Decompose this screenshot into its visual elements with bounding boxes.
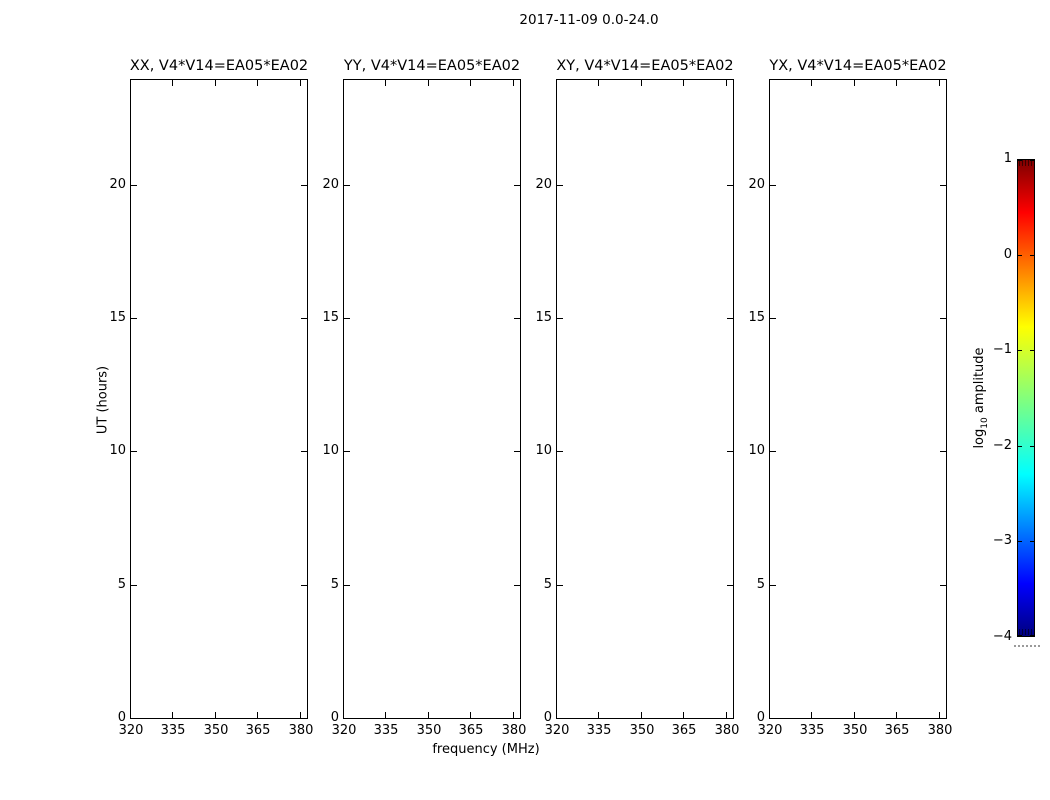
x-tick-label: 380 <box>927 723 953 738</box>
x-tick-label: 350 <box>629 723 655 738</box>
x-tick-mark-bottom <box>811 712 812 718</box>
y-tick-mark-right <box>940 718 946 719</box>
y-tick-mark-left <box>344 718 350 719</box>
y-tick-mark-right <box>940 585 946 586</box>
x-tick-mark-bottom <box>598 712 599 718</box>
y-tick-mark-left <box>557 451 563 452</box>
x-tick-mark-top <box>257 80 258 86</box>
y-tick-label: 5 <box>330 577 339 592</box>
colorbar-tick-mark-right <box>1030 255 1034 256</box>
colorbar-tick-mark-right <box>1030 446 1034 447</box>
y-tick-label: 0 <box>117 710 126 725</box>
x-tick-mark-bottom <box>172 712 173 718</box>
colorbar-label <box>972 347 990 448</box>
x-tick-mark-top <box>130 80 131 86</box>
y-tick-mark-left <box>770 451 776 452</box>
x-tick-mark-bottom <box>428 712 429 718</box>
y-tick-label: 0 <box>756 710 765 725</box>
y-tick-mark-right <box>940 318 946 319</box>
colorbar-label-subscript: 10 <box>979 417 990 429</box>
x-tick-label: 335 <box>586 723 612 738</box>
x-tick-label: 365 <box>245 723 271 738</box>
x-tick-mark-top <box>811 80 812 86</box>
panel-title-xx: XX, V4*V14=EA05*EA02 <box>129 58 309 74</box>
colorbar-tick-mark-left <box>1018 160 1022 161</box>
y-tick-label: 10 <box>322 443 339 458</box>
x-tick-mark-top <box>172 80 173 86</box>
panel-xy <box>556 79 734 719</box>
y-tick-label: 20 <box>535 177 552 192</box>
colorbar-label-post: amplitude <box>972 347 988 418</box>
x-tick-label: 380 <box>714 723 740 738</box>
y-tick-mark-right <box>940 185 946 186</box>
x-tick-label: 350 <box>842 723 868 738</box>
colorbar-tick-mark-right <box>1030 350 1034 351</box>
y-tick-mark-left <box>770 585 776 586</box>
colorbar-tick-mark-left <box>1018 350 1022 351</box>
colorbar-gradient <box>1017 159 1035 637</box>
x-tick-label: 380 <box>501 723 527 738</box>
y-tick-mark-left <box>131 318 137 319</box>
y-tick-label: 5 <box>117 577 126 592</box>
x-tick-mark-top <box>215 80 216 86</box>
y-tick-label: 15 <box>535 310 552 325</box>
colorbar-tick-label: 0 <box>1003 247 1012 262</box>
colorbar-tick-label: −4 <box>992 629 1012 644</box>
y-tick-mark-left <box>770 718 776 719</box>
panel-yx <box>769 79 947 719</box>
x-tick-mark-top <box>513 80 514 86</box>
colorbar-tick-mark-right <box>1030 160 1034 161</box>
panel-title-yy: YY, V4*V14=EA05*EA02 <box>343 58 521 74</box>
colorbar-tick-mark-left <box>1018 255 1022 256</box>
x-tick-mark-bottom <box>385 712 386 718</box>
x-axis-label: frequency (MHz) <box>432 742 540 757</box>
x-tick-mark-top <box>854 80 855 86</box>
y-tick-mark-left <box>131 451 137 452</box>
x-tick-mark-top <box>428 80 429 86</box>
figure-title: 2017-11-09 0.0-24.0 <box>519 12 659 28</box>
x-tick-mark-top <box>896 80 897 86</box>
colorbar-tick-mark-right <box>1030 541 1034 542</box>
y-tick-label: 20 <box>109 177 126 192</box>
x-tick-mark-bottom <box>896 712 897 718</box>
y-tick-label: 20 <box>322 177 339 192</box>
colorbar-label-pre: log <box>972 428 988 449</box>
y-tick-label: 15 <box>748 310 765 325</box>
colorbar-tick-mark-left <box>1018 541 1022 542</box>
y-tick-mark-left <box>131 585 137 586</box>
x-tick-mark-top <box>726 80 727 86</box>
y-tick-mark-right <box>940 451 946 452</box>
x-tick-label: 350 <box>416 723 442 738</box>
x-tick-label: 365 <box>671 723 697 738</box>
x-tick-mark-bottom <box>257 712 258 718</box>
x-tick-label: 365 <box>884 723 910 738</box>
x-tick-mark-top <box>683 80 684 86</box>
panel-title-yx: YX, V4*V14=EA05*EA02 <box>769 58 947 74</box>
x-tick-label: 335 <box>799 723 825 738</box>
y-tick-label: 10 <box>109 443 126 458</box>
y-tick-label: 15 <box>109 310 126 325</box>
x-tick-label: 380 <box>288 723 314 738</box>
colorbar-tick-label: −3 <box>992 533 1012 548</box>
x-tick-mark-top <box>939 80 940 86</box>
colorbar-tick-mark-right <box>1030 635 1034 636</box>
colorbar-underflow-dots <box>1014 645 1040 647</box>
x-tick-mark-top <box>598 80 599 86</box>
y-axis-label: UT (hours) <box>95 365 111 435</box>
colorbar-tick-label: 1 <box>1003 151 1012 166</box>
x-tick-mark-bottom <box>470 712 471 718</box>
y-tick-mark-left <box>557 718 563 719</box>
y-tick-mark-left <box>131 185 137 186</box>
x-tick-mark-top <box>641 80 642 86</box>
y-tick-mark-left <box>131 718 137 719</box>
colorbar-tick-mark-left <box>1018 635 1022 636</box>
y-tick-mark-left <box>557 185 563 186</box>
x-tick-mark-top <box>385 80 386 86</box>
y-tick-mark-left <box>344 318 350 319</box>
y-tick-mark-left <box>344 585 350 586</box>
x-tick-label: 320 <box>331 723 357 738</box>
x-tick-mark-bottom <box>641 712 642 718</box>
colorbar-tick-mark-left <box>1018 446 1022 447</box>
y-tick-mark-left <box>557 585 563 586</box>
x-tick-label: 335 <box>160 723 186 738</box>
x-tick-mark-top <box>769 80 770 86</box>
y-tick-label: 5 <box>543 577 552 592</box>
y-tick-mark-left <box>344 185 350 186</box>
x-tick-label: 320 <box>118 723 144 738</box>
panel-yy <box>343 79 521 719</box>
panel-title-xy: XY, V4*V14=EA05*EA02 <box>556 58 734 74</box>
y-tick-mark-left <box>557 318 563 319</box>
colorbar-tick-label: −2 <box>992 438 1012 453</box>
y-tick-label: 0 <box>330 710 339 725</box>
y-tick-label: 10 <box>535 443 552 458</box>
x-tick-label: 335 <box>373 723 399 738</box>
y-tick-mark-left <box>770 185 776 186</box>
y-tick-label: 5 <box>756 577 765 592</box>
y-tick-mark-left <box>344 451 350 452</box>
x-tick-label: 365 <box>458 723 484 738</box>
x-tick-label: 320 <box>757 723 783 738</box>
y-tick-label: 20 <box>748 177 765 192</box>
x-tick-mark-top <box>343 80 344 86</box>
x-tick-mark-bottom <box>854 712 855 718</box>
colorbar-tick-label: −1 <box>992 342 1012 357</box>
panel-xx <box>130 79 308 719</box>
y-tick-label: 10 <box>748 443 765 458</box>
x-tick-mark-bottom <box>215 712 216 718</box>
x-tick-label: 350 <box>203 723 229 738</box>
y-tick-mark-left <box>770 318 776 319</box>
x-tick-mark-top <box>556 80 557 86</box>
x-tick-label: 320 <box>544 723 570 738</box>
x-tick-mark-top <box>470 80 471 86</box>
y-tick-label: 0 <box>543 710 552 725</box>
y-tick-label: 15 <box>322 310 339 325</box>
x-tick-mark-top <box>300 80 301 86</box>
x-tick-mark-bottom <box>683 712 684 718</box>
